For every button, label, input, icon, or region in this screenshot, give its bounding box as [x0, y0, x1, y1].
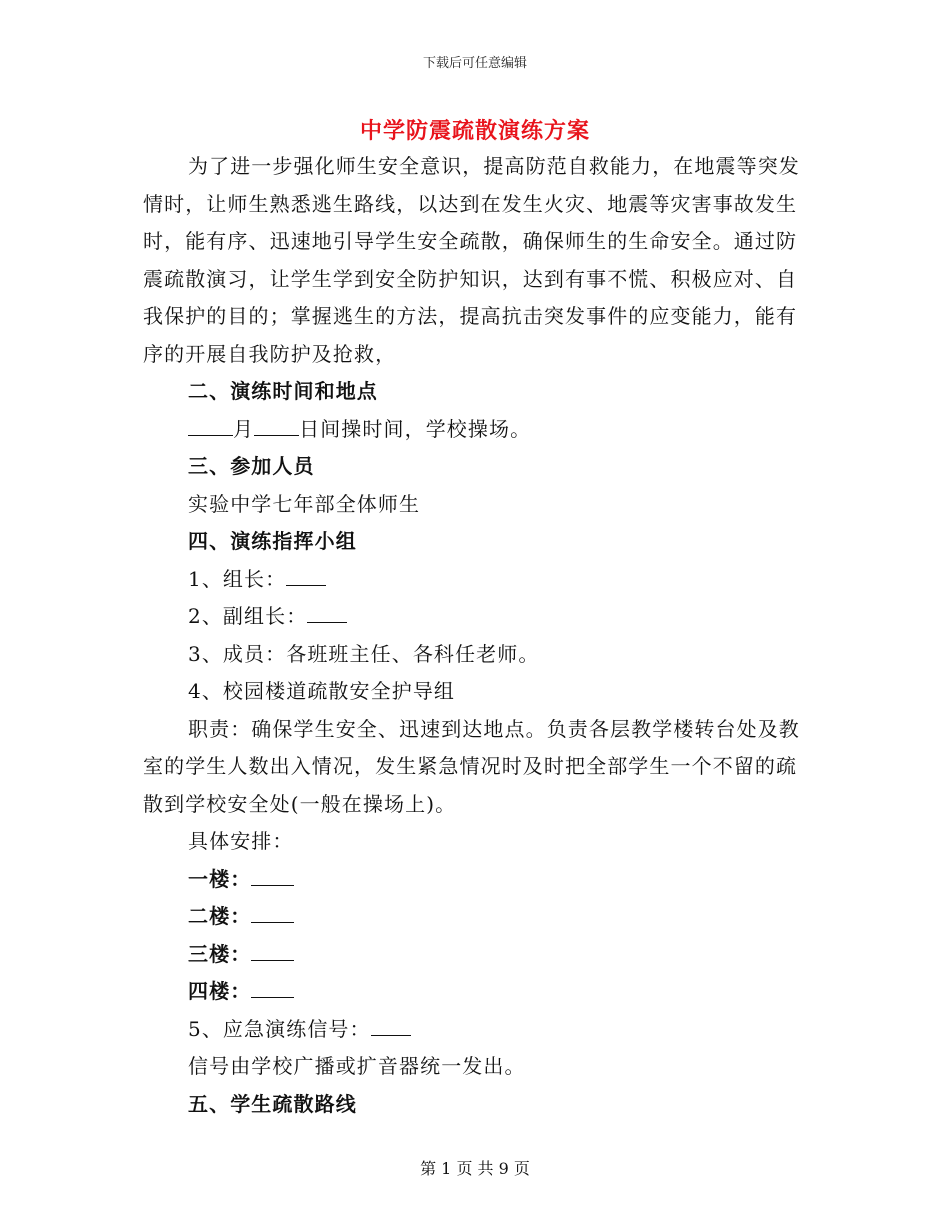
group-leader-label: 1、组长：	[188, 566, 287, 591]
duty-paragraph: 职责：确保学生安全、迅速到达地点。负责各层教学楼转台处及教室的学生人数出入情况，发生紧急情况时及时把全部学生一个不留的疏散到学校安全处(一般在操场上)。	[143, 716, 800, 816]
floor-1-label: 一楼：	[188, 866, 252, 891]
signal-description: 信号由学校广播或扩音器统一发出。	[188, 1054, 526, 1078]
time-place-line	[143, 411, 803, 449]
intro-paragraph: 为了进一步强化师生安全意识，提高防范自救能力，在地震等突发情时，让师生熟悉逃生路线，以达到在发生火灾、地震等灾害事故发生时，能有序、迅速地引导学生安全疏散，确保师生的生命安全。通过防震疏散演习，让学生学到安全防护知识，达到有事不慌、积极应对、自我保护的目的；掌握逃生的方法，提高抗击突发事件的应变能力，能有序的开展自我防护及抢救，	[143, 154, 800, 366]
floor-3-label: 三楼：	[188, 941, 252, 966]
deputy-leader-blank	[307, 602, 347, 623]
drill-signal-blank	[371, 1015, 411, 1036]
floor-2-line	[143, 898, 803, 936]
members-line: 3、成员：各班班主任、各科任老师。	[188, 641, 540, 666]
page-footer: 第 1 页 共 9 页	[420, 1159, 530, 1178]
deputy-leader-line	[143, 598, 803, 636]
floor-4-line	[143, 973, 803, 1011]
hallway-guide-group-line: 4、校园楼道疏散安全护导组	[188, 679, 456, 703]
group-leader-line	[143, 561, 803, 599]
time-place-text: 日间操时间，学校操场。	[299, 416, 532, 441]
section-heading-command-group: 四、演练指挥小组	[188, 529, 357, 553]
participants-text: 实验中学七年部全体师生	[188, 491, 421, 516]
month-blank	[188, 415, 233, 436]
floor-3-blank	[251, 940, 294, 961]
floor-3-line	[143, 936, 803, 974]
arrangement-label: 具体安排：	[188, 829, 294, 853]
section-heading-participants: 三、参加人员	[188, 454, 315, 478]
floor-1-line	[143, 861, 803, 899]
day-blank	[254, 415, 299, 436]
section-heading-time-place: 二、演练时间和地点	[188, 379, 378, 403]
section-heading-evacuation-route: 五、学生疏散路线	[188, 1091, 357, 1116]
deputy-leader-label: 2、副组长：	[188, 604, 308, 628]
floor-4-blank	[251, 977, 294, 998]
floor-2-blank	[251, 902, 294, 923]
drill-signal-label: 5、应急演练信号：	[188, 1016, 371, 1041]
header-note: 下载后可任意编辑	[422, 56, 527, 71]
document-body	[143, 148, 803, 1123]
floor-1-blank	[251, 865, 294, 886]
group-leader-blank	[286, 565, 326, 586]
month-label: 月	[233, 416, 255, 441]
document-title: 中学防震疏散演练方案	[359, 118, 590, 144]
drill-signal-line	[143, 1011, 803, 1049]
floor-2-label: 二楼：	[188, 904, 252, 928]
floor-4-label: 四楼：	[188, 979, 252, 1003]
